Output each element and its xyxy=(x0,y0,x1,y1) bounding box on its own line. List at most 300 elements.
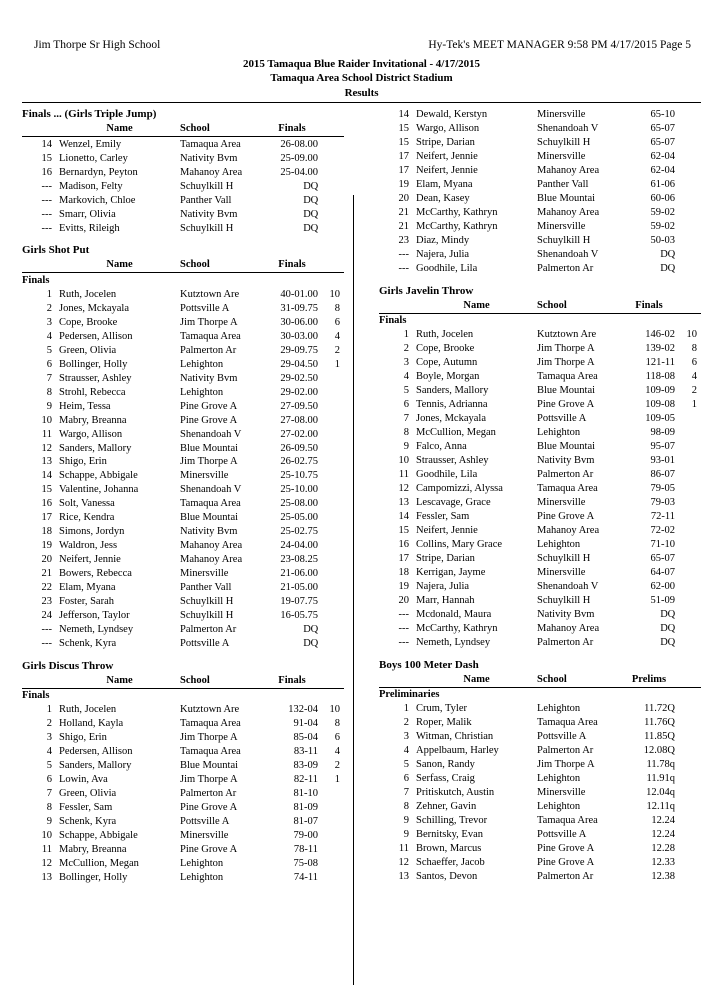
cell-mark: 81-09 xyxy=(293,802,318,814)
cell-school: Jim Thorpe A xyxy=(537,357,595,369)
table-row xyxy=(22,637,344,651)
cell-place: 10 xyxy=(41,414,52,426)
cell-place: 11 xyxy=(398,843,409,855)
cell-school: Tamaqua Area xyxy=(537,371,598,383)
table-row xyxy=(22,137,344,151)
cell-place: 21 xyxy=(398,207,409,219)
column-header-name: Name xyxy=(416,299,537,314)
cell-school: Lehighton xyxy=(180,858,224,870)
cell-school: Lehighton xyxy=(180,358,224,370)
cell-place: 9 xyxy=(46,400,52,412)
table-row xyxy=(379,342,701,356)
cell-mark: 72-02 xyxy=(650,525,675,537)
cell-points xyxy=(318,801,344,815)
cell-name: Cope, Brooke xyxy=(59,316,118,328)
table-row xyxy=(22,441,344,455)
cell-school: Tamaqua Area xyxy=(180,718,241,730)
cell-points xyxy=(675,552,701,566)
cell-name: Stripe, Darian xyxy=(416,137,475,149)
cell-school: Palmerton Ar xyxy=(180,624,237,636)
table-row xyxy=(22,413,344,427)
cell-name: Markovich, Chloe xyxy=(59,194,136,206)
cell-mark: 93-01 xyxy=(650,455,675,467)
cell-school: Pottsville A xyxy=(180,302,230,314)
cell-place: 13 xyxy=(398,871,409,883)
cell-name: Santos, Devon xyxy=(416,871,478,883)
column-header-place xyxy=(22,258,59,273)
table-row xyxy=(22,871,344,885)
cell-name: Strausser, Ashley xyxy=(416,455,489,467)
cell-mark: 98-09 xyxy=(650,427,675,439)
table-row xyxy=(22,469,344,483)
event-block-finals-girls-triple-jump xyxy=(22,108,344,235)
table-row xyxy=(379,164,701,178)
cell-place: 15 xyxy=(41,152,52,164)
cell-school: Jim Thorpe A xyxy=(180,456,238,468)
cell-points: 1 xyxy=(334,774,340,786)
cell-mark: 83-11 xyxy=(293,746,318,758)
table-row xyxy=(22,745,344,759)
column-header-points xyxy=(318,674,344,689)
table-row xyxy=(22,717,344,731)
cell-school: Pottsville A xyxy=(537,829,587,841)
cell-school: Pine Grove A xyxy=(537,399,595,411)
cell-mark: 12.28 xyxy=(651,843,675,855)
cell-mark: 30-03.00 xyxy=(280,330,318,342)
cell-place: 14 xyxy=(41,138,52,150)
cell-name: McCullion, Megan xyxy=(59,858,139,870)
meet-manager-stamp: Hy-Tek's MEET MANAGER 9:58 PM 4/17/2015 Page 5 xyxy=(428,39,691,51)
event-block-girls-javelin-throw xyxy=(379,285,701,650)
cell-place: 6 xyxy=(403,399,409,411)
cell-place: 17 xyxy=(41,512,52,524)
cell-place: 5 xyxy=(46,760,52,772)
table-header-row xyxy=(22,674,344,689)
cell-place: 7 xyxy=(46,372,52,384)
cell-place: 24 xyxy=(41,610,52,622)
cell-name: Pedersen, Allison xyxy=(59,746,133,758)
cell-school: Palmerton Ar xyxy=(537,745,594,757)
cell-mark: 83-09 xyxy=(293,760,318,772)
cell-points xyxy=(675,870,701,884)
cell-school: Tamaqua Area xyxy=(180,746,241,758)
cell-mark: 82-11 xyxy=(293,774,318,786)
cell-mark: 60-06 xyxy=(650,193,675,205)
cell-mark: DQ xyxy=(660,609,675,621)
cell-school: Palmerton Ar xyxy=(537,871,594,883)
table-row xyxy=(22,829,344,843)
cell-points xyxy=(318,581,344,595)
cell-name: Bollinger, Holly xyxy=(59,872,128,884)
cell-place: 20 xyxy=(41,554,52,566)
cell-mark: 62-00 xyxy=(650,581,675,593)
cell-place: 2 xyxy=(46,302,52,314)
table-row xyxy=(379,566,701,580)
cell-points xyxy=(675,538,701,552)
column-header-mark: Prelims xyxy=(623,673,675,688)
table-row xyxy=(379,412,701,426)
table-row xyxy=(22,609,344,623)
cell-school: Nativity Bvm xyxy=(537,455,595,467)
cell-points xyxy=(318,399,344,413)
cell-mark: 11.72Q xyxy=(644,703,675,715)
cell-mark: 25-10.00 xyxy=(280,484,318,496)
cell-place: 10 xyxy=(41,830,52,842)
cell-mark: 139-02 xyxy=(645,343,675,355)
table-row xyxy=(22,151,344,165)
cell-points xyxy=(675,412,701,426)
cell-mark: 61-06 xyxy=(650,179,675,191)
table-row xyxy=(22,703,344,717)
column-divider xyxy=(353,195,354,985)
table-row xyxy=(379,192,701,206)
cell-points: 8 xyxy=(691,343,697,355)
cell-school: Lehighton xyxy=(537,801,581,813)
cell-mark: 109-09 xyxy=(645,385,675,397)
cell-name: Ruth, Jocelen xyxy=(416,329,474,341)
cell-name: Cope, Autumn xyxy=(416,357,478,369)
cell-points xyxy=(675,814,701,828)
cell-name: Dewald, Kerstyn xyxy=(416,109,488,121)
cell-name: Ruth, Jocelen xyxy=(59,704,117,716)
cell-name: Neifert, Jennie xyxy=(416,151,478,163)
cell-points xyxy=(318,165,344,179)
cell-name: Wargo, Allison xyxy=(416,123,480,135)
cell-name: Sanders, Mallory xyxy=(59,442,132,454)
cell-school: Panther Vall xyxy=(180,582,232,594)
table-row xyxy=(379,622,701,636)
cell-name: Simons, Jordyn xyxy=(59,526,125,538)
cell-place: --- xyxy=(41,222,52,234)
cell-name: Najera, Julia xyxy=(416,249,470,261)
cell-school: Mahanoy Area xyxy=(537,165,600,177)
cell-school: Blue Mountai xyxy=(180,442,239,454)
cell-school: Kutztown Are xyxy=(180,288,240,300)
cell-school: Jim Thorpe A xyxy=(180,316,238,328)
cell-name: Witman, Christian xyxy=(416,731,494,743)
cell-mark: 65-07 xyxy=(650,123,675,135)
cell-mark: DQ xyxy=(660,263,675,275)
table-row xyxy=(379,828,701,842)
table-row xyxy=(379,538,701,552)
table-header-row xyxy=(379,299,701,314)
cell-place: 5 xyxy=(403,385,409,397)
cell-name: Rice, Kendra xyxy=(59,512,115,524)
cell-mark: 62-04 xyxy=(650,151,675,163)
table-row xyxy=(22,329,344,343)
cell-points xyxy=(318,857,344,871)
cell-points: 4 xyxy=(334,746,340,758)
cell-school: Palmerton Ar xyxy=(537,637,594,649)
cell-points xyxy=(318,385,344,399)
cell-place: 4 xyxy=(46,330,52,342)
cell-name: Jones, Mckayala xyxy=(59,302,129,314)
cell-mark: 21-06.00 xyxy=(280,568,318,580)
cell-mark: 11.91q xyxy=(646,773,675,785)
cell-name: McCarthy, Kathryn xyxy=(416,623,498,635)
table-row xyxy=(379,370,701,384)
cell-points: 4 xyxy=(334,330,340,342)
results-table xyxy=(22,258,344,651)
cell-school: Minersville xyxy=(537,151,586,163)
cell-school: Tamaqua Area xyxy=(537,815,598,827)
cell-school: Palmerton Ar xyxy=(537,263,594,275)
cell-place: 14 xyxy=(398,109,409,121)
cell-school: Nativity Bvm xyxy=(537,609,595,621)
column-header-name: Name xyxy=(59,674,180,689)
cell-school: Pottsville A xyxy=(537,413,587,425)
table-row xyxy=(22,623,344,637)
table-row xyxy=(22,301,344,315)
cell-school: Minersville xyxy=(537,787,586,799)
cell-points xyxy=(318,193,344,207)
cell-mark: 19-07.75 xyxy=(280,596,318,608)
table-row xyxy=(22,427,344,441)
event-title: Girls Javelin Throw xyxy=(379,284,474,297)
cell-school: Schuylkill H xyxy=(537,553,591,565)
table-row xyxy=(22,539,344,553)
table-row xyxy=(379,206,701,220)
cell-place: 12 xyxy=(398,857,409,869)
cell-place: 20 xyxy=(398,193,409,205)
cell-points xyxy=(675,716,701,730)
table-row xyxy=(379,786,701,800)
cell-mark: 29-09.75 xyxy=(280,344,318,356)
cell-school: Mahanoy Area xyxy=(537,525,600,537)
cell-mark: 121-11 xyxy=(645,357,675,369)
cell-place: 7 xyxy=(46,788,52,800)
table-row xyxy=(22,801,344,815)
table-row xyxy=(22,581,344,595)
cell-name: Foster, Sarah xyxy=(59,596,114,608)
cell-school: Mahanoy Area xyxy=(180,166,243,178)
cell-school: Mahanoy Area xyxy=(180,554,243,566)
cell-points xyxy=(318,221,344,235)
cell-mark: 25-10.75 xyxy=(280,470,318,482)
cell-points xyxy=(675,828,701,842)
cell-points: 8 xyxy=(334,718,340,730)
table-row xyxy=(379,772,701,786)
cell-place: 8 xyxy=(403,427,409,439)
cell-mark: 65-07 xyxy=(650,553,675,565)
table-row xyxy=(379,744,701,758)
cell-school: Kutztown Are xyxy=(180,704,240,716)
cell-school: Nativity Bvm xyxy=(180,372,238,384)
cell-mark: DQ xyxy=(303,222,318,234)
cell-name: Boyle, Morgan xyxy=(416,371,480,383)
cell-points xyxy=(675,454,701,468)
cell-name: Valentine, Johanna xyxy=(59,484,139,496)
cell-place: 6 xyxy=(403,773,409,785)
cell-place: 15 xyxy=(398,123,409,135)
cell-place: 16 xyxy=(398,539,409,551)
cell-name: Brown, Marcus xyxy=(416,843,482,855)
cell-points xyxy=(318,483,344,497)
table-row xyxy=(22,497,344,511)
cell-points xyxy=(675,608,701,622)
cell-place: 3 xyxy=(403,731,409,743)
cell-name: Crum, Tyler xyxy=(416,703,467,715)
cell-mark: 78-11 xyxy=(293,844,318,856)
cell-name: Strausser, Ashley xyxy=(59,372,132,384)
results-table xyxy=(379,673,701,884)
cell-school: Blue Mountai xyxy=(180,512,239,524)
cell-place: 15 xyxy=(41,484,52,496)
column-header-name: Name xyxy=(416,673,537,688)
column-header-school: School xyxy=(180,258,266,273)
table-row xyxy=(22,731,344,745)
cell-school: Jim Thorpe A xyxy=(180,774,238,786)
cell-place: 2 xyxy=(403,717,409,729)
column-header-school: School xyxy=(537,673,623,688)
column-header-points xyxy=(318,122,344,137)
cell-name: Collins, Mary Grace xyxy=(416,539,503,551)
cell-school: Lehighton xyxy=(537,703,581,715)
cell-school: Pine Grove A xyxy=(537,511,595,523)
column-header-school: School xyxy=(537,299,623,314)
cell-mark: 25-05.00 xyxy=(280,512,318,524)
cell-place: 4 xyxy=(403,371,409,383)
cell-school: Nativity Bvm xyxy=(180,208,238,220)
cell-points xyxy=(675,164,701,178)
cell-points xyxy=(675,730,701,744)
cell-place: 5 xyxy=(46,344,52,356)
cell-points xyxy=(675,482,701,496)
cell-mark: 31-09.75 xyxy=(280,302,318,314)
cell-points: 8 xyxy=(334,302,340,314)
cell-school: Lehighton xyxy=(537,539,581,551)
cell-name: Zehner, Gavin xyxy=(416,801,477,813)
cell-place: 23 xyxy=(398,235,409,247)
cell-place: 8 xyxy=(46,386,52,398)
cell-points: 10 xyxy=(329,704,340,716)
cell-points xyxy=(318,595,344,609)
cell-points: 6 xyxy=(691,357,697,369)
cell-mark: 91-04 xyxy=(293,718,318,730)
cell-school: Minersville xyxy=(180,830,229,842)
cell-mark: 95-07 xyxy=(650,441,675,453)
cell-name: Wargo, Allison xyxy=(59,428,123,440)
meet-title: 2015 Tamaqua Blue Raider Invitational - 4/17/2015 xyxy=(243,58,480,70)
cell-points xyxy=(318,137,344,151)
cell-school: Pottsville A xyxy=(180,816,230,828)
table-row xyxy=(22,843,344,857)
cell-points xyxy=(318,441,344,455)
cell-mark: 24-04.00 xyxy=(280,540,318,552)
cell-place: 11 xyxy=(41,428,52,440)
cell-points xyxy=(675,248,701,262)
cell-school: Tamaqua Area xyxy=(180,138,241,150)
table-row xyxy=(379,136,701,150)
round-subheading: Finals xyxy=(22,690,50,702)
cell-points xyxy=(318,511,344,525)
cell-points xyxy=(318,623,344,637)
event-title: Finals ... (Girls Triple Jump) xyxy=(22,108,157,120)
table-row xyxy=(22,287,344,301)
cell-name: Bowers, Rebecca xyxy=(59,568,132,580)
cell-school: Lehighton xyxy=(180,872,224,884)
cell-name: Elam, Myana xyxy=(59,582,116,594)
table-row xyxy=(22,385,344,399)
cell-place: 14 xyxy=(41,470,52,482)
cell-place: --- xyxy=(41,194,52,206)
table-row xyxy=(22,595,344,609)
cell-points xyxy=(318,413,344,427)
cell-name: Mabry, Breanna xyxy=(59,414,127,426)
cell-school: Minersville xyxy=(537,497,586,509)
cell-points: 2 xyxy=(334,344,340,356)
cell-mark: 12.33 xyxy=(651,857,675,869)
column-header-place xyxy=(379,673,416,688)
cell-school: Nativity Bvm xyxy=(180,526,238,538)
cell-mark: 81-07 xyxy=(293,816,318,828)
cell-mark: 29-04.50 xyxy=(280,358,318,370)
cell-place: 17 xyxy=(398,151,409,163)
cell-name: Dean, Kasey xyxy=(416,193,470,205)
cell-school: Schuylkill H xyxy=(537,235,591,247)
table-row xyxy=(379,716,701,730)
table-row xyxy=(379,814,701,828)
cell-school: Mahanoy Area xyxy=(180,540,243,552)
cell-name: Nemeth, Lyndsey xyxy=(416,637,491,649)
table-row xyxy=(379,580,701,594)
table-row xyxy=(22,511,344,525)
cell-mark: 12.04q xyxy=(646,787,675,799)
cell-points xyxy=(675,426,701,440)
cell-name: Lowin, Ava xyxy=(59,774,108,786)
cell-place: --- xyxy=(41,638,52,650)
cell-school: Blue Mountai xyxy=(537,385,596,397)
cell-name: Mabry, Breanna xyxy=(59,844,127,856)
cell-mark: 86-07 xyxy=(650,469,675,481)
cell-school: Lehighton xyxy=(537,427,581,439)
table-row xyxy=(22,179,344,193)
column-header-points xyxy=(318,258,344,273)
cell-points xyxy=(318,787,344,801)
cell-mark: DQ xyxy=(303,624,318,636)
host-school-label: Jim Thorpe Sr High School xyxy=(34,39,161,51)
cell-place: 21 xyxy=(41,568,52,580)
cell-mark: 79-00 xyxy=(293,830,318,842)
cell-school: Pine Grove A xyxy=(180,844,238,856)
cell-points xyxy=(318,609,344,623)
results-table xyxy=(22,122,344,235)
cell-school: Schuylkill H xyxy=(180,596,234,608)
table-row xyxy=(22,567,344,581)
cell-mark: 11.76Q xyxy=(644,717,675,729)
cell-name: Bernitsky, Evan xyxy=(416,829,483,841)
cell-school: Pine Grove A xyxy=(180,802,238,814)
cell-points xyxy=(675,622,701,636)
results-label: Results xyxy=(344,87,379,99)
cell-school: Schuylkill H xyxy=(537,595,591,607)
cell-school: Schuylkill H xyxy=(180,222,234,234)
cell-place: 20 xyxy=(398,595,409,607)
cell-name: Diaz, Mindy xyxy=(416,235,470,247)
cell-name: Goodhile, Lila xyxy=(416,263,478,275)
table-header-row xyxy=(22,258,344,273)
column-header-place xyxy=(22,122,59,137)
table-row xyxy=(22,525,344,539)
cell-place: 19 xyxy=(398,581,409,593)
event-block-boys-100-meter-dash xyxy=(379,659,701,884)
column-header-mark: Finals xyxy=(266,122,318,137)
table-row xyxy=(22,357,344,371)
cell-place: 9 xyxy=(403,829,409,841)
cell-school: Mahanoy Area xyxy=(537,207,600,219)
cell-name: Najera, Julia xyxy=(416,581,470,593)
table-row xyxy=(379,552,701,566)
